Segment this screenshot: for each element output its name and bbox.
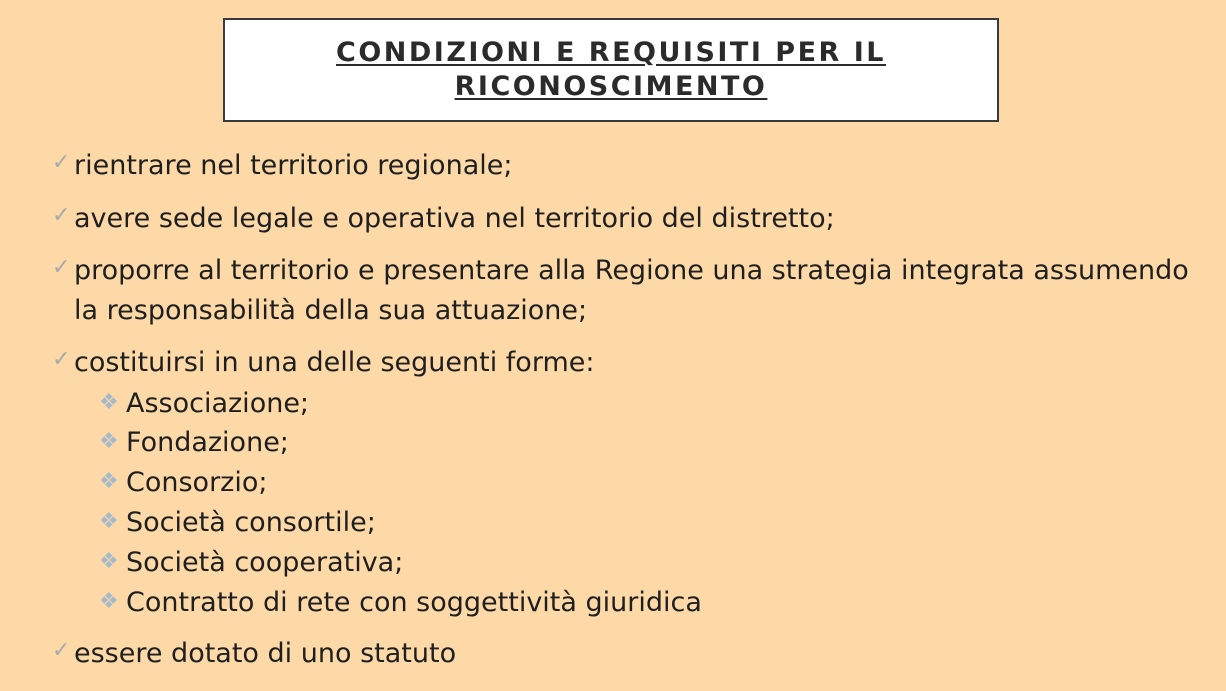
diamond-bullet-icon: ❖ xyxy=(99,589,119,614)
list-item-text: avere sede legale e operativa nel territorio del distretto; xyxy=(74,203,835,234)
check-icon: ✓ xyxy=(52,255,71,280)
sub-list-item xyxy=(99,543,403,585)
sub-list-item xyxy=(99,423,289,465)
sub-list-item xyxy=(99,583,702,625)
list-item xyxy=(52,199,835,239)
sub-list-item xyxy=(99,384,309,426)
sub-list-item-text: Consorzio; xyxy=(126,467,268,498)
sub-list-item-text: Società consortile; xyxy=(126,507,376,538)
check-icon: ✓ xyxy=(52,347,71,372)
page-title: CONDIZIONI E REQUISITI PER IL RICONOSCIMENTO xyxy=(336,37,886,102)
list-item-text: essere dotato di uno statuto xyxy=(74,638,457,669)
diamond-bullet-icon: ❖ xyxy=(99,549,119,574)
diamond-bullet-icon: ❖ xyxy=(99,429,119,454)
sub-list-item-text: Associazione; xyxy=(126,388,310,419)
list-item-text: costituirsi in una delle seguenti forme: xyxy=(74,347,595,378)
diamond-bullet-icon: ❖ xyxy=(99,509,119,534)
sub-list-item xyxy=(99,503,376,545)
check-icon: ✓ xyxy=(52,203,71,228)
list-item xyxy=(52,634,456,674)
list-item-continuation: la responsabilità della sua attuazione; xyxy=(74,295,588,326)
list-item xyxy=(52,146,512,186)
list-item-text: rientrare nel territorio regionale; xyxy=(74,150,513,181)
diamond-bullet-icon: ❖ xyxy=(99,390,119,415)
check-icon: ✓ xyxy=(52,638,71,663)
title-box xyxy=(223,18,999,122)
list-item xyxy=(52,343,594,383)
sub-list-item-text: Fondazione; xyxy=(126,427,289,458)
sub-list-item-text: Contratto di rete con soggettività giuridica xyxy=(126,587,702,618)
list-item xyxy=(52,251,1189,291)
check-icon: ✓ xyxy=(52,150,71,175)
sub-list-item-text: Società cooperativa; xyxy=(126,547,404,578)
list-item-text: proporre al territorio e presentare alla Regione una strategia integrata assumendo xyxy=(74,255,1189,286)
sub-list-item xyxy=(99,463,267,505)
diamond-bullet-icon: ❖ xyxy=(99,469,119,494)
